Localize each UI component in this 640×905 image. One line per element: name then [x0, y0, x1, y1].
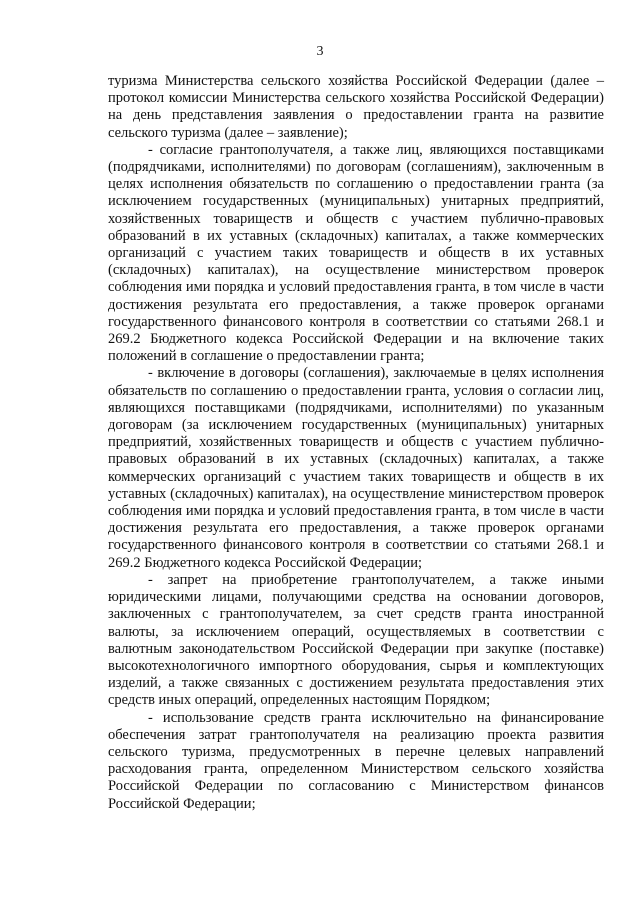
document-body — [108, 73, 604, 813]
page-number: 3 — [316, 44, 324, 59]
paragraph-continuation: туризма Министерства сельского хозяйства Российской Федерации (далее – протокол комиссии Министерства сельского хозяйства Российской Федерации) на день представления заявления о предоставлении гранта на развитие сельского туризма (далее – заявление); — [108, 73, 604, 141]
paragraph-currency-prohibition: - запрет на приобретение грантополучателем, а также иными юридическими лицами, получающими средства на основании договоров, заключенных с грантополучателем, за счет средств гранта иностранной валюты, за исключением операций, осуществляемых в соответствии с валютным законодательством Российской Федерации при закупке (поставке) высокотехнологичного импортного оборудования, сырья и комплектующих изделий, а также связанных с достижением результата предоставления этих средств иных операций, определенных настоящим Порядком; — [108, 571, 604, 709]
paragraph-grantee-consent: - согласие грантополучателя, а также лиц, являющихся поставщиками (подрядчиками, исполнителями) по договорам (соглашениям), заключенным в целях исполнения обязательств по соглашению о предоставлении гранта (за исключением государственных (муниципальных) унитарных предприятий, хозяйственных товариществ и обществ с участием публично-правовых образований в их уставных (складочных) капиталах, а также коммерческих организаций с участием таких товариществ и обществ в их уставных (складочных) капиталах), на осуществление министерством проверок соблюдения ими порядка и условий предоставления гранта, в том числе в части достижения результата его предоставления, а также проверок органами государственного финансового контроля в соответствии со статьями 268.1 и 269.2 Бюджетного кодекса Российской Федерации и на включение таких положений в соглашение о предоставлении гранта; — [108, 141, 604, 365]
paragraph-grant-usage: - использование средств гранта исключительно на финансирование обеспечения затрат грантополучателя на реализацию проекта развития сельского туризма, предусмотренных в перечне целевых направлений расходования гранта, определенном Министерством сельского хозяйства Российской Федерации по согласованию с Министерством финансов Российской Федерации; — [108, 709, 604, 812]
paragraph-contract-inclusion: - включение в договоры (соглашения), заключаемые в целях исполнения обязательств по соглашению о предоставлении гранта, условия о согласии лиц, являющихся поставщиками (подрядчиками, исполнителями) по указанным договорам (за исключением государственных (муниципальных) унитарных предприятий, хозяйственных товариществ и обществ с участием публично-правовых образований в их уставных (складочных) капиталах, а также коммерческих организаций с участием таких товариществ и обществ в их уставных (складочных) капиталах), на осуществление министерством проверок соблюдения ими порядка и условий предоставления гранта, в том числе в части достижения результата его предоставления, а также проверок органами государственного финансового контроля в соответствии со статьями 268.1 и 269.2 Бюджетного кодекса Российской Федерации; — [108, 365, 604, 571]
